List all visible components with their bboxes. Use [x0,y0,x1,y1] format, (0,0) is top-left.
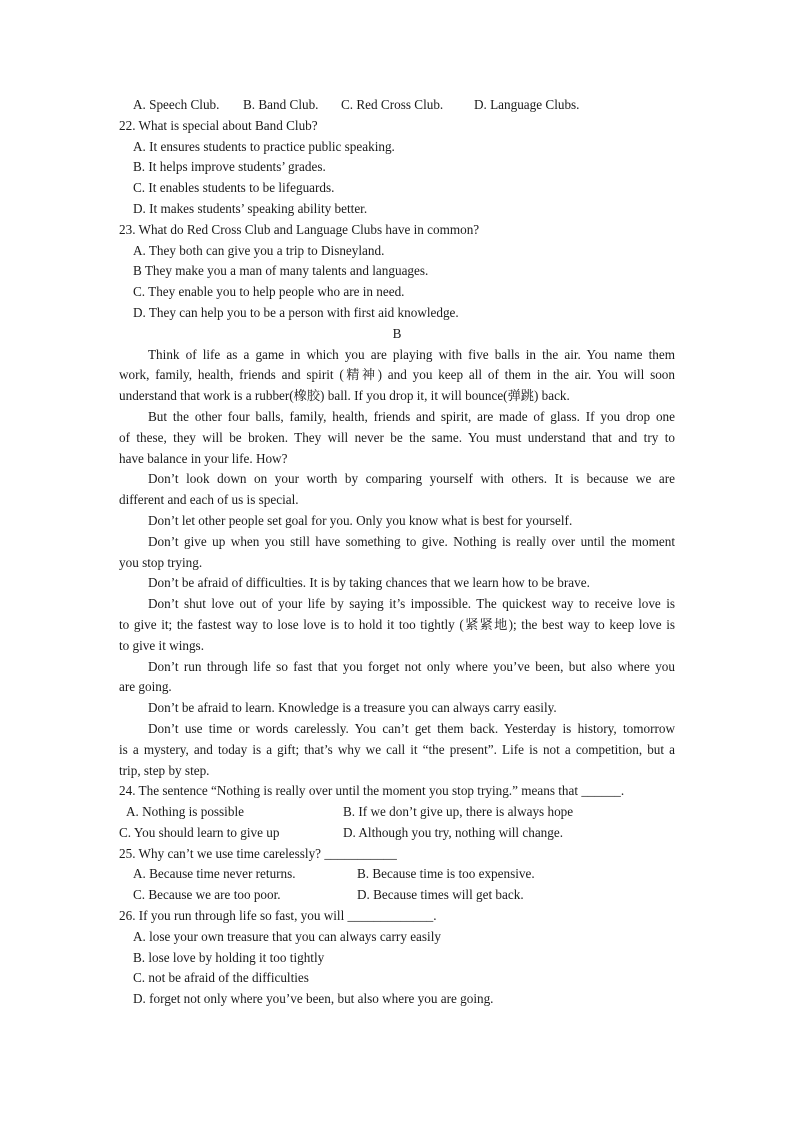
q23-option-b: B They make you a man of many talents and languages. [133,263,429,279]
passage-line: Don’t be afraid to learn. Knowledge is a treasure you can always carry easily. [148,700,557,716]
q24-option-a: A. Nothing is possible [126,804,244,820]
q22-option-b: B. It helps improve students’ grades. [133,159,326,175]
passage-line: Don’t use time or words carelessly. You can’t get them back. Yesterday is history, tomorrow [148,720,675,736]
passage-line: Don’t shut love out of your life by saying it’s impossible. The quickest way to receive love is [148,596,675,612]
passage-line: Don’t give up when you still have something to give. Nothing is really over until the moment [148,533,675,549]
q22-option-d: D. It makes students’ speaking ability better. [133,200,368,216]
passage-line: are going. [119,679,172,695]
q22-option-a: A. It ensures students to practice public speaking. [133,138,395,154]
passage-line: trip, step by step. [119,762,210,778]
q26-option-d: D. forget not only where you’ve been, but also where you are going. [133,991,494,1007]
q22-option-c: C. It enables students to be lifeguards. [133,180,335,196]
q23-option-d: D. They can help you to be a person with first aid knowledge. [133,304,459,320]
passage-line: is a mystery, and today is a gift; that’s why we call it “the present”. Life is not a competition, but a [119,741,675,757]
passage-line: understand that work is a rubber(橡胶) ball. If you drop it, it will bounce(弹跳) back. [119,388,570,404]
passage-line: to give it; the fastest way to lose love is to hold it too tightly (紧紧地); the best way to keep love is [119,616,675,632]
worksheet-page [119,95,675,1010]
section-label: B [392,325,402,341]
q21-option-a: A. Speech Club. [133,97,220,112]
passage-line: you stop trying. [119,554,203,570]
q21-option-c: C. Red Cross Club. [341,97,444,112]
passage-line: have balance in your life. How? [119,450,288,466]
q21-option-d: D. Language Clubs. [474,97,580,112]
q23-option-a: A. They both can give you a trip to Disneyland. [133,242,385,258]
q23-option-c: C. They enable you to help people who are in need. [133,284,405,300]
passage-line: Don’t be afraid of difficulties. It is by taking chances that we learn how to be brave. [148,575,590,591]
q26-option-b: B. lose love by holding it too tightly [133,949,325,965]
passage-line: Don’t let other people set goal for you. Only you know what is best for yourself. [148,512,573,528]
passage-line: to give it wings. [119,637,204,653]
q23-stem: 23. What do Red Cross Club and Language Clubs have in common? [119,221,480,237]
passage-line: But the other four balls, family, health, friends and spirit, are made of glass. If you drop one [148,408,675,424]
q25-options-row-1 [119,864,675,885]
q24-options-row-2 [119,823,675,844]
passage-line: Don’t run through life so fast that you forget not only where you’ve been, but also where you [148,658,675,674]
q25-options-row-2 [119,885,675,906]
q25-option-a: A. Because time never returns. [133,866,296,882]
q25-option-c: C. Because we are too poor. [133,887,281,903]
passage-line: work, family, health, friends and spirit (精神) and you keep all of them in the air. You will soon [119,367,675,383]
q21-option-b: B. Band Club. [243,97,319,112]
passage-line: Don’t look down on your worth by comparing yourself with others. It is because we are [148,471,675,487]
passage-line: different and each of us is special. [119,492,299,508]
q22-stem: 22. What is special about Band Club? [119,117,318,133]
q25-stem: 25. Why can’t we use time carelessly? ___________ [119,845,397,861]
q25-option-b: B. Because time is too expensive. [357,866,535,882]
passage-line: Think of life as a game in which you are playing with five balls in the air. You name them [148,346,675,362]
q24-option-b: B. If we don’t give up, there is always hope [343,804,574,820]
reading-passage [119,345,675,782]
q24-option-c: C. You should learn to give up [119,824,280,840]
q26-stem: 26. If you run through life so fast, you will _____________. [119,908,437,924]
q26-option-c: C. not be afraid of the difficulties [133,970,309,986]
q24-option-d: D. Although you try, nothing will change. [343,824,564,840]
q25-option-d: D. Because times will get back. [357,887,524,903]
q24-stem: 24. The sentence “Nothing is really over until the moment you stop trying.” means that ______. [119,783,625,799]
passage-line: of these, they will be broken. They will never be the same. You must understand that and try to [119,429,675,445]
q26-option-a: A. lose your own treasure that you can always carry easily [133,928,441,944]
q21-options [119,95,675,116]
q24-options-row-1 [119,802,675,823]
